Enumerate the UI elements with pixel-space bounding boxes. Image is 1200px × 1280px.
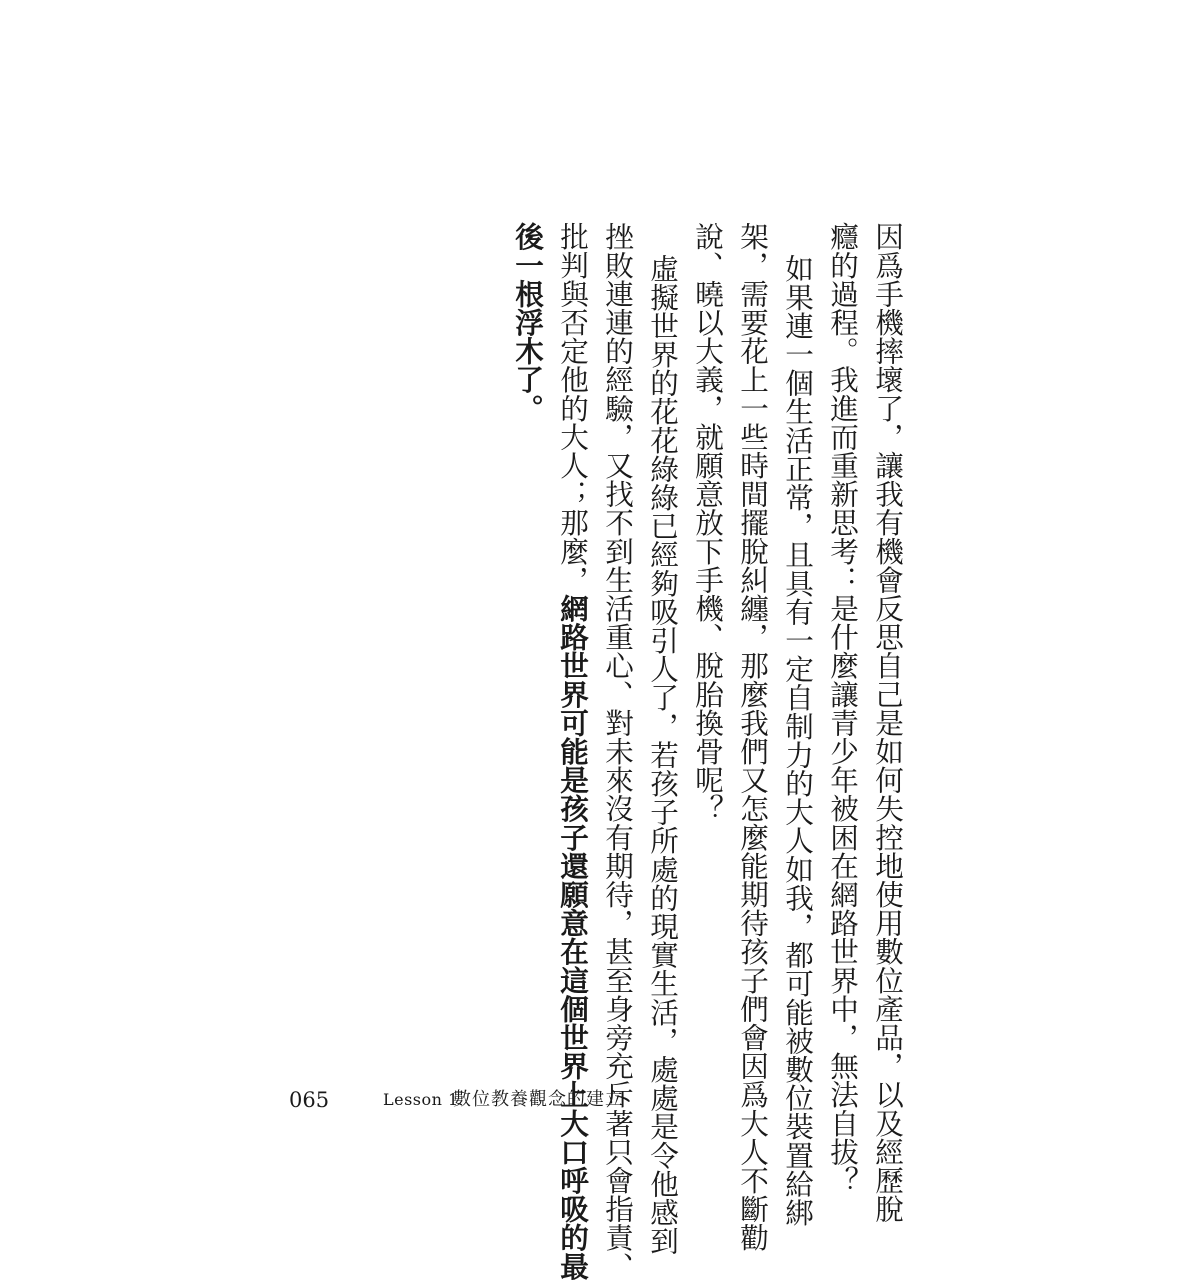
paragraph-3-line-2 <box>598 222 638 1280</box>
text-segment: 癮的過程。我進而重新思考：是什麼讓青少年被困在網路世界中，無法自拔？ <box>826 222 860 1195</box>
text-segment: 如果連一個生活正常，且具有一定自制力的大人如我，都可能被數位裝置給綁 <box>781 254 815 1227</box>
paragraph-3-line-4 <box>508 222 548 422</box>
chapter-title: 數位教養觀念的建立 <box>453 1089 624 1110</box>
text-segment: 說、曉以大義，就願意放下手機、脫胎換骨呢？ <box>691 222 725 823</box>
text-segment: 因爲手機摔壞了，讓我有機會反思自己是如何失控地使用數位產品，以及經歷脫 <box>871 222 905 1223</box>
lesson-label: Lesson 1 <box>383 1090 459 1109</box>
paragraph-3-line-1 <box>643 254 683 1255</box>
text-segment: 架，需要花上一些時間擺脫糾纏，那麼我們又怎麼能期待孩子們會因爲大人不斷勸 <box>736 222 770 1252</box>
bold-text-segment: 後一根浮木了。 <box>511 222 545 423</box>
paragraph-2-line-3 <box>688 222 728 823</box>
bold-text-segment: 網路世界可能是孩子還願意在這個世界上大口呼吸的最 <box>556 593 590 1280</box>
paragraph-3-line-3 <box>553 222 593 1280</box>
page-number: 065 <box>289 1088 330 1112</box>
paragraph-2-line-2 <box>733 222 773 1252</box>
paragraph-1-line-2 <box>823 222 863 1194</box>
text-segment: 批判與否定他的大人；那麼， <box>556 222 590 594</box>
paragraph-2-line-1 <box>778 254 818 1226</box>
text-segment: 虛擬世界的花花綠綠已經夠吸引人了，若孩子所處的現實生活，處處是令他感到 <box>646 254 680 1255</box>
text-segment: 挫敗連連的經驗，又找不到生活重心、對未來沒有期待，甚至身旁充斥著只會指責、 <box>601 222 635 1280</box>
paragraph-1-line-1 <box>868 222 908 1223</box>
